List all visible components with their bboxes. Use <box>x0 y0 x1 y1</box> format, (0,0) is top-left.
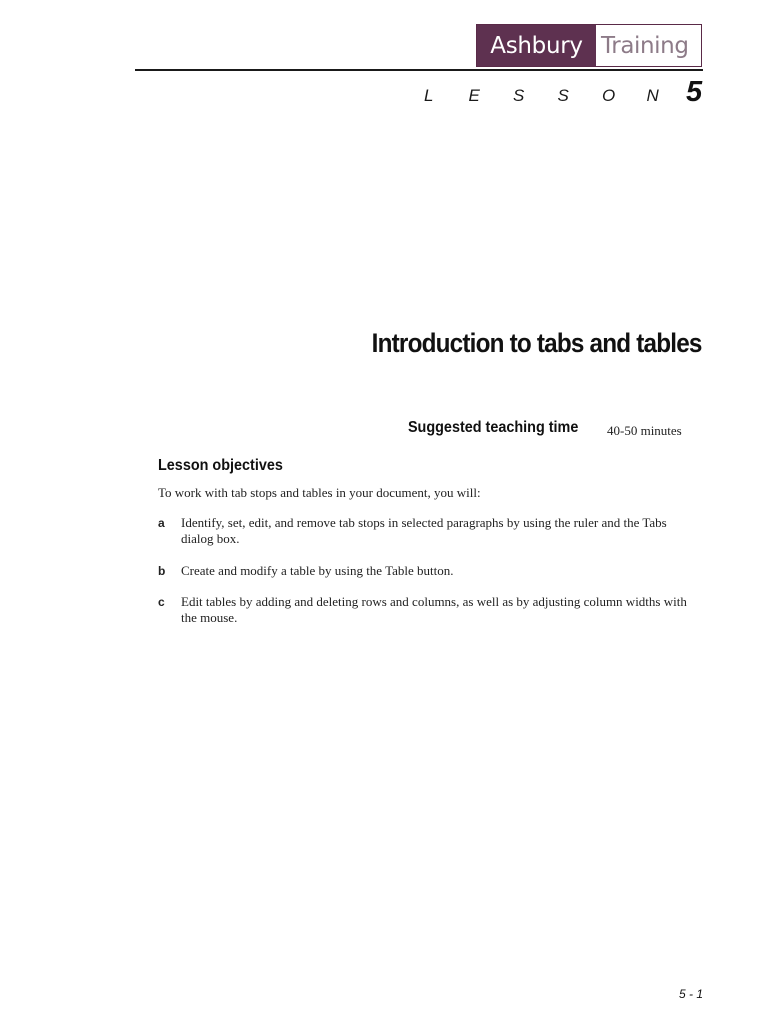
ashbury-training-logo <box>476 24 702 67</box>
objective-item <box>158 563 698 579</box>
objective-letter: c <box>158 595 165 609</box>
objectives-heading: Lesson objectives <box>158 457 283 474</box>
objective-text: Edit tables by adding and deleting rows and columns, as well as by adjusting column widths with the mouse. <box>181 594 687 625</box>
teaching-time-label: Suggested teaching time <box>407 419 578 436</box>
header-divider <box>135 69 703 71</box>
objective-item <box>158 594 698 626</box>
logo-product-text: Training <box>601 32 689 59</box>
objective-text: Identify, set, edit, and remove tab stops in selected paragraphs by using the ruler and the Tabs dialog box. <box>181 515 667 546</box>
lesson-letter: N <box>646 86 659 105</box>
lesson-letter: S <box>513 86 525 105</box>
lesson-letter: O <box>602 86 616 105</box>
objectives-intro: To work with tab stops and tables in your document, you will: <box>158 485 481 500</box>
lesson-letter: E <box>468 86 480 105</box>
page-number: 5 - 1 <box>678 987 703 1001</box>
lesson-label <box>424 86 691 106</box>
page-title: Introduction to tabs and tables <box>372 328 702 358</box>
objective-text: Create and modify a table by using the Table button. <box>181 563 454 578</box>
lesson-letter: L <box>424 86 434 105</box>
objective-letter: a <box>158 516 165 530</box>
objective-letter: b <box>158 564 166 578</box>
lesson-letter: S <box>557 86 569 105</box>
objective-item <box>158 515 698 547</box>
lesson-number: 5 <box>686 76 703 108</box>
teaching-time-value: 40-50 minutes <box>607 423 682 438</box>
logo-brand-text: Ashbury <box>477 25 596 66</box>
